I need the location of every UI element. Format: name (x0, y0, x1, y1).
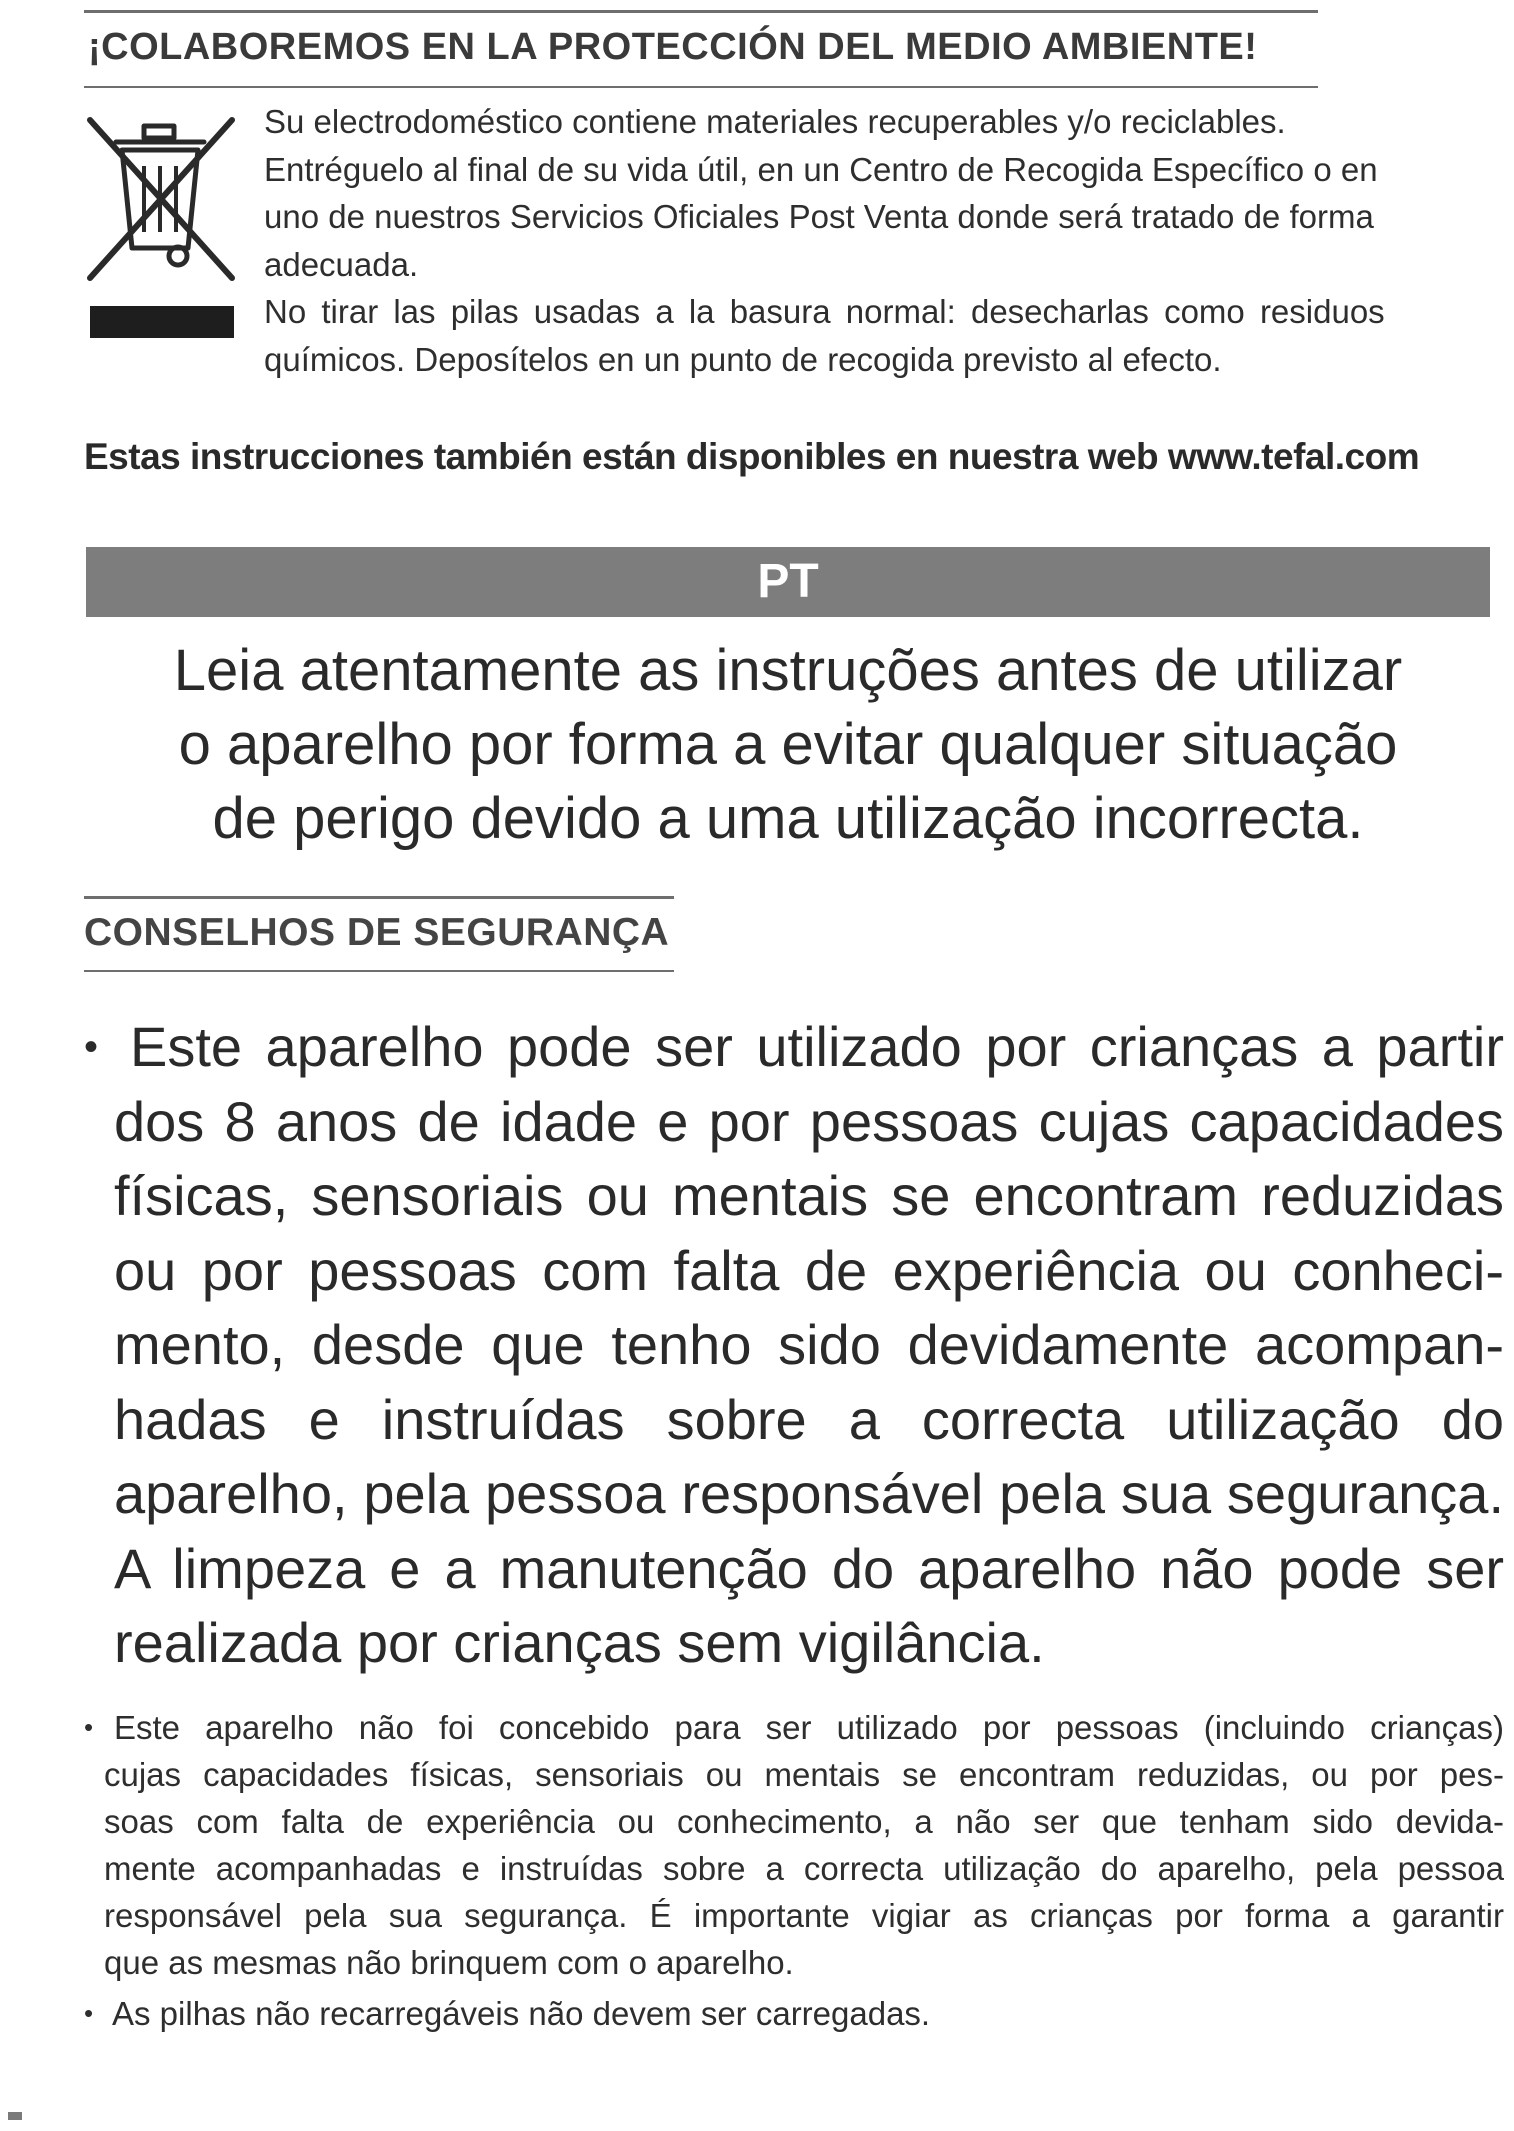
bullet-dot: • (84, 1998, 94, 2028)
text-line: adecuada. (264, 245, 419, 283)
safety-bullet-batteries (84, 1990, 1504, 2037)
bullet-dot: • (84, 1712, 94, 1742)
text-line: soas com falta de experiência ou conhecimento, a não ser que tenham sido devida- (104, 1803, 1504, 1840)
safety-small-bullets (84, 1704, 1504, 2041)
text-line: responsável pela sua segurança. É importante vigiar as crianças por forma a garantir (104, 1897, 1504, 1934)
es-recycling-text (264, 98, 1494, 383)
text-line: hadas e instruídas sobre a correcta utilização do (114, 1387, 1504, 1451)
es-section-title: ¡COLABOREMOS EN LA PROTECCIÓN DEL MEDIO AMBIENTE! (88, 26, 1258, 68)
text-line: Entréguelo al final de su vida útil, en un Centro de Recogida Específico o en (264, 150, 1378, 188)
bullet-dot: • (84, 1025, 99, 1069)
es-paragraph-1 (264, 98, 1494, 288)
text-line: dos 8 anos de idade e por pessoas cujas capacidades (114, 1089, 1504, 1153)
text-line: uno de nuestros Servicios Oficiales Post Venta donde será tratado de forma (264, 198, 1374, 235)
text-line: mente acompanhadas e instruídas sobre a correcta utilização do aparelho, pela pessoa (104, 1850, 1504, 1887)
text-line: ou por pessoas com falta de experiência ou conheci- (114, 1238, 1504, 1302)
pt-intro-warning (86, 634, 1490, 856)
text-line: que as mesmas não brinquem com o aparelho. (104, 1944, 794, 1981)
bullet-body (104, 1704, 1504, 1986)
text-line: mento, desde que tenho sido devidamente acompan- (114, 1313, 1504, 1376)
weee-black-bar (90, 306, 234, 338)
text-line: A limpeza e a manutenção do aparelho não pode ser (114, 1536, 1504, 1600)
section-title-top-rule (84, 896, 674, 899)
text-line: aparelho, pela pessoa responsável pela sua segurança. (114, 1462, 1504, 1525)
safety-bullet-supervision (84, 1704, 1504, 1986)
text-line: cujas capacidades físicas, sensoriais ou mentais se encontram reduzidas, ou por pes- (104, 1756, 1504, 1793)
page-corner-mark (8, 2112, 22, 2120)
text-line: físicas, sensoriais ou mentais se encontram reduzidas (114, 1164, 1504, 1227)
es-title-bottom-rule (84, 86, 1318, 88)
text-line: químicos. Deposítelos en un punto de recogida previsto al efecto. (264, 340, 1222, 378)
es-paragraph-2 (264, 288, 1494, 383)
bullet-body (114, 1010, 1504, 1681)
language-band-pt: PT (86, 547, 1490, 617)
crossed-out-wheelie-bin-icon (86, 116, 236, 282)
bullet-body (104, 1990, 1504, 2037)
text-line: No tirar las pilas usadas a la basura normal: desecharlas como residuos (264, 293, 1385, 330)
intro-line: de perigo devido a uma utilização incorrecta. (212, 786, 1364, 851)
intro-line: o aparelho por forma a evitar qualquer situação (178, 712, 1398, 777)
web-availability-note: Estas instrucciones también están disponibles en nuestra web www.tefal.com (84, 436, 1420, 477)
safety-section-title: CONSELHOS DE SEGURANÇA (84, 911, 670, 954)
text-line: Su electrodoméstico contiene materiales recuperables y/o reciclables. (264, 103, 1286, 140)
text-line: Este aparelho pode ser utilizado por crianças a partir (130, 1015, 1504, 1078)
intro-line: Leia atentamente as instruções antes de utilizar (173, 638, 1403, 703)
safety-bullet-children (84, 1010, 1504, 1681)
text-line: Este aparelho não foi concebido para ser utilizado por pessoas (incluindo crianças) (114, 1709, 1504, 1746)
es-title-top-rule (84, 10, 1318, 13)
section-title-bottom-rule (84, 970, 674, 972)
text-line: realizada por crianças sem vigilância. (114, 1611, 1045, 1674)
text-line: As pilhas não recarregáveis não devem ser carregadas. (112, 1995, 931, 2032)
